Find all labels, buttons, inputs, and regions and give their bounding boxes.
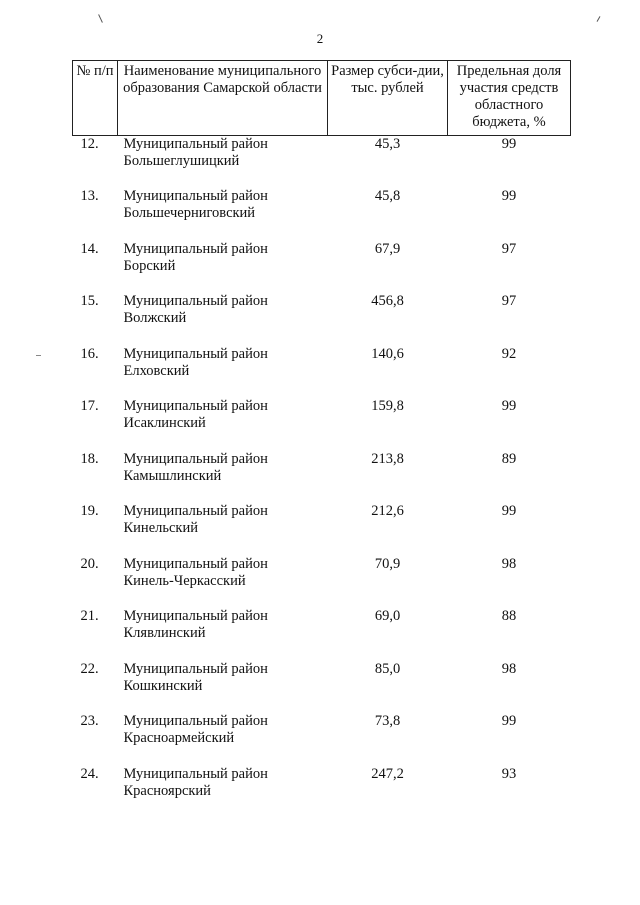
row-subsidy: 69,0 [374,608,401,624]
scan-mark [36,355,41,356]
row-subsidy: 456,8 [371,293,404,309]
header-subsidy: Размер субси-дии, тыс. рублей [328,61,448,136]
table-row [73,293,571,346]
row-subsidy: 140,6 [371,345,404,362]
row-share: 89 [501,450,517,467]
row-share: 99 [501,136,517,152]
table-row [73,451,571,504]
row-num: 15. [80,293,99,309]
row-share: 93 [501,765,517,782]
row-share: 92 [501,345,517,362]
row-num: 16. [80,345,99,362]
row-num: 21. [80,608,99,624]
row-name-line1: Муниципальный район [123,188,268,204]
table-row [73,661,571,714]
table-row [73,398,571,451]
row-name [118,713,328,766]
row-name-line2: Большеглушицкий [123,153,240,169]
row-num: 18. [80,450,99,467]
table-row [73,136,571,189]
table-row [73,241,571,294]
row-name-line2: Кинель-Черкасский [123,572,246,589]
row-name-line1: Муниципальный район [123,293,268,309]
row-name-line2: Елховский [123,362,190,379]
row-num: 20. [80,555,99,572]
row-name-line1: Муниципальный район [123,608,268,624]
table-row [73,346,571,399]
row-subsidy: 70,9 [374,555,401,572]
row-name-line2: Волжский [123,310,187,326]
header-share: Предельная доля участия средств областного бюджета, % [448,61,571,136]
row-name-line1: Муниципальный район [123,713,268,729]
row-name-line2: Клявлинский [123,625,206,641]
table-row [73,766,571,819]
header-name: Наименование муниципального образования Самарской области [118,61,328,136]
table-row [73,608,571,661]
scan-mark [98,14,103,23]
header-num: № п/п [73,61,118,136]
row-share: 97 [501,240,517,257]
row-name-line1: Муниципальный район [123,765,268,782]
row-name-line2: Кинельский [123,520,198,536]
row-name [118,293,328,346]
row-share: 98 [501,555,517,572]
row-subsidy: 212,6 [371,503,404,519]
row-num: 19. [80,503,99,519]
row-name-line1: Муниципальный район [123,136,268,152]
row-num: 23. [80,713,99,729]
table-row [73,503,571,556]
row-subsidy: 45,8 [374,188,401,204]
row-name-line2: Борский [123,257,176,274]
row-name-line1: Муниципальный район [123,240,268,257]
row-name-line1: Муниципальный район [123,503,268,519]
row-num: 12. [80,136,99,152]
row-subsidy: 73,8 [374,713,401,729]
row-name [118,136,328,189]
row-name-line2: Большечерниговский [123,205,256,221]
row-num: 14. [80,240,99,257]
row-name-line2: Кошкинский [123,677,203,694]
scan-mark [597,16,601,22]
page-number: 2 [316,31,324,46]
row-name-line1: Муниципальный район [123,450,268,467]
row-share: 88 [501,608,517,624]
row-num: 22. [80,660,99,677]
row-num: 17. [80,398,99,414]
row-share: 99 [501,188,517,204]
row-name [118,766,328,819]
row-name [118,661,328,714]
table-row [73,188,571,241]
row-name [118,188,328,241]
row-share: 98 [501,660,517,677]
row-subsidy: 67,9 [374,240,401,257]
row-num: 24. [80,765,99,782]
row-name [118,346,328,399]
row-subsidy: 213,8 [371,450,404,467]
row-name-line1: Муниципальный район [123,555,268,572]
row-share: 97 [501,293,517,309]
row-name [118,241,328,294]
row-name-line1: Муниципальный район [123,398,268,414]
row-name [118,556,328,609]
row-subsidy: 45,3 [374,136,401,152]
row-name [118,608,328,661]
row-share: 99 [501,503,517,519]
row-subsidy: 85,0 [374,660,401,677]
row-name [118,451,328,504]
row-num: 13. [80,188,99,204]
row-name-line2: Камышлинский [123,467,222,484]
subsidy-table [72,60,571,818]
row-name-line1: Муниципальный район [123,660,268,677]
row-share: 99 [501,398,517,414]
row-name-line2: Красноярский [123,782,211,799]
row-name [118,398,328,451]
table-row [73,713,571,766]
row-subsidy: 159,8 [371,398,404,414]
row-subsidy: 247,2 [371,765,404,782]
row-share: 99 [501,713,517,729]
table-header-row [73,61,571,136]
row-name-line2: Исаклинский [123,415,206,431]
row-name-line1: Муниципальный район [123,345,268,362]
table-row [73,556,571,609]
row-name-line2: Красноармейский [123,730,235,746]
row-name [118,503,328,556]
